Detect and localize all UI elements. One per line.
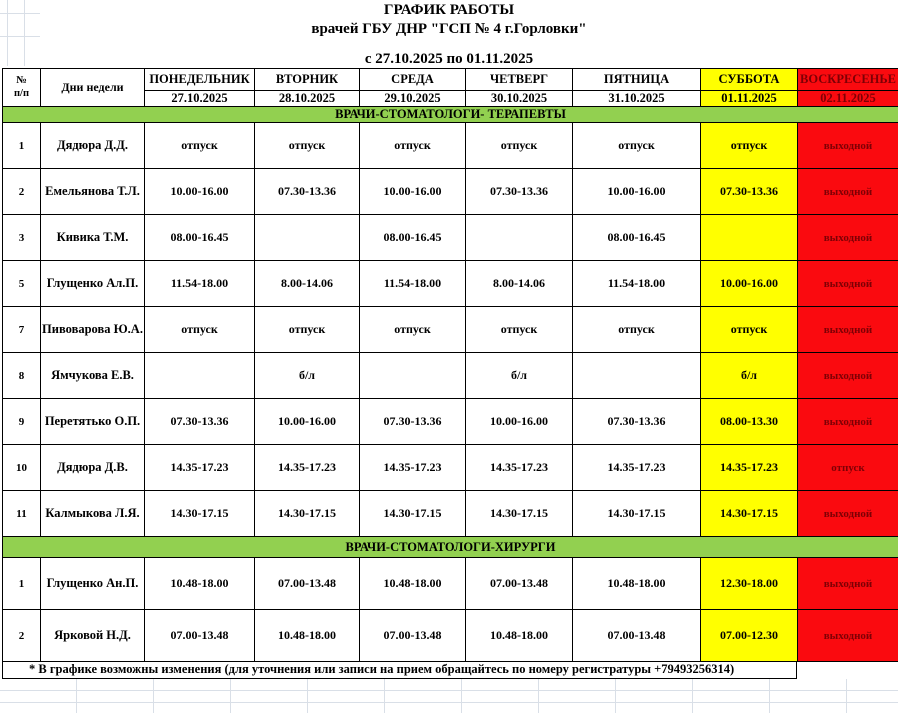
schedule-cell: 14.35-17.23 [573, 445, 701, 491]
doctor-name: Перетятько О.П. [41, 399, 145, 445]
table-row [3, 307, 898, 353]
schedule-cell: отпуск [255, 123, 360, 169]
schedule-cell: 11.54-18.00 [145, 261, 255, 307]
schedule-cell: 08.00-16.45 [573, 215, 701, 261]
schedule-cell: 14.35-17.23 [255, 445, 360, 491]
col-header-date-3: 30.10.2025 [466, 91, 573, 107]
col-header-day-5: СУББОТА [701, 69, 798, 91]
section-bar-row [3, 107, 898, 123]
schedule-cell: 08.00-16.45 [145, 215, 255, 261]
schedule-cell: 14.30-17.15 [701, 491, 798, 537]
col-header-day-3: ЧЕТВЕРГ [466, 69, 573, 91]
schedule-cell: выходной [798, 123, 898, 169]
col-header-date-1: 28.10.2025 [255, 91, 360, 107]
title-block [0, 0, 898, 68]
schedule-cell: отпуск [360, 123, 466, 169]
schedule-cell: 14.35-17.23 [360, 445, 466, 491]
row-number: 2 [3, 169, 41, 215]
schedule-cell: выходной [798, 261, 898, 307]
schedule-cell: б/л [255, 353, 360, 399]
schedule-cell: 10.48-18.00 [360, 558, 466, 610]
schedule-cell: 10.00-16.00 [466, 399, 573, 445]
doctor-name: Глущенко Ан.П. [41, 558, 145, 610]
schedule-cell: 07.00-13.48 [360, 610, 466, 662]
col-header-day-1: ВТОРНИК [255, 69, 360, 91]
schedule-cell: 14.30-17.15 [466, 491, 573, 537]
schedule-cell: выходной [798, 169, 898, 215]
schedule-cell: б/л [466, 353, 573, 399]
row-number: 7 [3, 307, 41, 353]
doctor-name: Дядюра Д.Д. [41, 123, 145, 169]
schedule-cell: отпуск [573, 307, 701, 353]
schedule-table [2, 68, 898, 662]
table-row [3, 353, 898, 399]
schedule-cell: 14.35-17.23 [466, 445, 573, 491]
schedule-cell: 07.00-12.30 [701, 610, 798, 662]
col-header-num [3, 69, 41, 107]
schedule-cell: отпуск [255, 307, 360, 353]
schedule-cell: 10.00-16.00 [255, 399, 360, 445]
schedule-cell: выходной [798, 215, 898, 261]
schedule-cell: 14.30-17.15 [255, 491, 360, 537]
schedule-cell: 08.00-13.30 [701, 399, 798, 445]
schedule-cell: 14.35-17.23 [145, 445, 255, 491]
col-header-date-6: 02.11.2025 [798, 91, 898, 107]
doctor-name: Дядюра Д.В. [41, 445, 145, 491]
row-number: 3 [3, 215, 41, 261]
schedule-cell: 07.00-13.48 [573, 610, 701, 662]
schedule-cell: 10.00-16.00 [360, 169, 466, 215]
table-row [3, 491, 898, 537]
section-title: ВРАЧИ-СТОМАТОЛОГИ-ХИРУРГИ [3, 537, 898, 558]
schedule-cell: 07.30-13.36 [573, 399, 701, 445]
section-title: ВРАЧИ-СТОМАТОЛОГИ- ТЕРАПЕВТЫ [3, 107, 898, 123]
num-label-bottom: п/п [13, 87, 30, 99]
row-number: 10 [3, 445, 41, 491]
title-period: с 27.10.2025 по 01.11.2025 [364, 51, 534, 67]
schedule-cell: выходной [798, 491, 898, 537]
schedule-cell: отпуск [466, 123, 573, 169]
schedule-cell: отпуск [145, 307, 255, 353]
schedule-cell: 10.00-16.00 [573, 169, 701, 215]
schedule-cell: 07.00-13.48 [255, 558, 360, 610]
table-row [3, 445, 898, 491]
doctor-name: Ямчукова Е.В. [41, 353, 145, 399]
schedule-cell: 07.30-13.36 [701, 169, 798, 215]
footer-note: * В графике возможны изменения (для уточнения или записи на прием обращайтесь по номеру регистратуры +79493256314) [2, 662, 797, 679]
schedule-cell: 07.00-13.48 [466, 558, 573, 610]
col-header-day-4: ПЯТНИЦА [573, 69, 701, 91]
doctor-name: Кивика Т.М. [41, 215, 145, 261]
schedule-cell: 8.00-14.06 [466, 261, 573, 307]
schedule-cell: 08.00-16.45 [360, 215, 466, 261]
num-label-top: № [16, 75, 27, 87]
schedule-cell: выходной [798, 610, 898, 662]
row-number: 5 [3, 261, 41, 307]
schedule-cell: 14.30-17.15 [145, 491, 255, 537]
row-number: 1 [3, 123, 41, 169]
col-header-date-4: 31.10.2025 [573, 91, 701, 107]
schedule-cell: 11.54-18.00 [360, 261, 466, 307]
gridline [0, 36, 40, 37]
gridline [7, 0, 8, 66]
title-org: врачей ГБУ ДНР "ГСП № 4 г.Горловки" [311, 21, 587, 37]
schedule-cell: 14.35-17.23 [701, 445, 798, 491]
schedule-cell: 07.30-13.36 [255, 169, 360, 215]
schedule-cell: 11.54-18.00 [573, 261, 701, 307]
table-row [3, 261, 898, 307]
col-header-days-label: Дни недели [41, 69, 145, 107]
schedule-cell: 07.30-13.36 [360, 399, 466, 445]
title-main: ГРАФИК РАБОТЫ [383, 2, 515, 18]
schedule-cell: отпуск [701, 123, 798, 169]
schedule-cell [573, 353, 701, 399]
schedule-cell: 07.30-13.36 [145, 399, 255, 445]
schedule-cell: 10.48-18.00 [255, 610, 360, 662]
doctor-name: Калмыкова Л.Я. [41, 491, 145, 537]
schedule-cell: 07.30-13.36 [466, 169, 573, 215]
table-row [3, 169, 898, 215]
row-number: 8 [3, 353, 41, 399]
header-row-day-names [3, 69, 898, 91]
doctor-name: Ярковой Н.Д. [41, 610, 145, 662]
schedule-cell: 14.30-17.15 [573, 491, 701, 537]
schedule-cell: 10.00-16.00 [701, 261, 798, 307]
empty-grid-area [0, 679, 898, 713]
gridline [24, 0, 25, 66]
col-header-date-0: 27.10.2025 [145, 91, 255, 107]
schedule-cell [255, 215, 360, 261]
col-header-day-0: ПОНЕДЕЛЬНИК [145, 69, 255, 91]
row-number: 2 [3, 610, 41, 662]
table-row [3, 558, 898, 610]
schedule-cell: 8.00-14.06 [255, 261, 360, 307]
col-header-day-6: ВОСКРЕСЕНЬЕ [798, 69, 898, 91]
schedule-cell: отпуск [701, 307, 798, 353]
row-number: 9 [3, 399, 41, 445]
table-row [3, 399, 898, 445]
schedule-cell: выходной [798, 399, 898, 445]
doctor-name: Емельянова Т.Л. [41, 169, 145, 215]
row-number: 1 [3, 558, 41, 610]
schedule-cell: отпуск [145, 123, 255, 169]
schedule-cell: 10.00-16.00 [145, 169, 255, 215]
schedule-cell: выходной [798, 558, 898, 610]
col-header-day-2: СРЕДА [360, 69, 466, 91]
schedule-cell: отпуск [360, 307, 466, 353]
schedule-cell: отпуск [573, 123, 701, 169]
schedule-cell [360, 353, 466, 399]
schedule-cell: б/л [701, 353, 798, 399]
schedule-cell: 10.48-18.00 [466, 610, 573, 662]
schedule-cell: отпуск [798, 445, 898, 491]
schedule-cell: 14.30-17.15 [360, 491, 466, 537]
table-row [3, 215, 898, 261]
schedule-cell: 10.48-18.00 [573, 558, 701, 610]
schedule-cell [701, 215, 798, 261]
schedule-cell: 10.48-18.00 [145, 558, 255, 610]
schedule-cell [466, 215, 573, 261]
schedule-cell [145, 353, 255, 399]
section-bar-row [3, 537, 898, 558]
gridline [0, 13, 40, 14]
table-row [3, 123, 898, 169]
row-number: 11 [3, 491, 41, 537]
col-header-date-5: 01.11.2025 [701, 91, 798, 107]
doctor-name: Глущенко Ал.П. [41, 261, 145, 307]
doctor-name: Пивоварова Ю.А. [41, 307, 145, 353]
schedule-cell: отпуск [466, 307, 573, 353]
table-row [3, 610, 898, 662]
schedule-cell: выходной [798, 353, 898, 399]
schedule-cell: выходной [798, 307, 898, 353]
schedule-cell: 12.30-18.00 [701, 558, 798, 610]
col-header-date-2: 29.10.2025 [360, 91, 466, 107]
schedule-cell: 07.00-13.48 [145, 610, 255, 662]
